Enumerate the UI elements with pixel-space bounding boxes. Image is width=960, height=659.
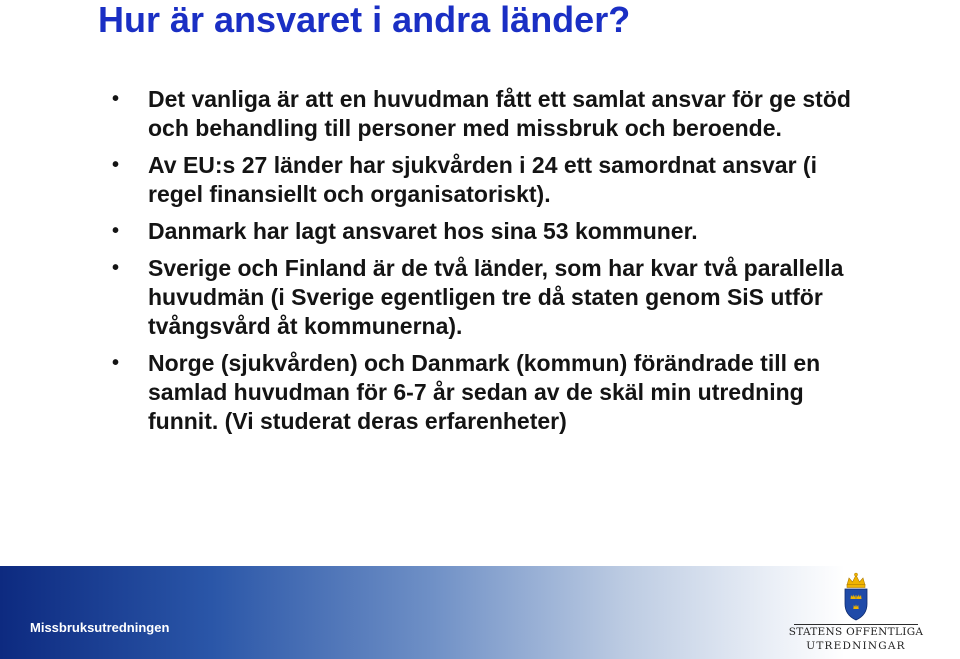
logo-text-line2: UTREDNINGAR xyxy=(806,640,906,652)
bullet-marker: • xyxy=(112,352,120,374)
bullet-marker: • xyxy=(112,220,120,242)
bullet-text: Norge (sjukvården) och Danmark (kommun) förändrade till en samlad huvudman för 6-7 år sedan av de skäl min utredning funnit. (Vi studerat deras erfarenheter) xyxy=(148,350,821,434)
logo-text-line1: STATENS OFFENTLIGA xyxy=(788,626,924,638)
bullet-marker: • xyxy=(112,88,120,110)
bullet-text: Det vanliga är att en huvudman fått ett samlat ansvar för ge stöd och behandling till personer med missbruk och beroende. xyxy=(148,86,851,141)
bullet-item xyxy=(110,254,870,341)
logo-divider xyxy=(794,624,918,625)
bullet-list xyxy=(110,85,870,444)
bullet-item xyxy=(110,217,870,246)
sou-logo xyxy=(788,572,924,656)
bullet-item xyxy=(110,151,870,209)
bullet-item xyxy=(110,85,870,143)
slide-title: Hur är ansvaret i andra länder? xyxy=(98,0,631,40)
footer-label: Missbruksutredningen xyxy=(30,620,170,635)
bullet-text: Av EU:s 27 länder har sjukvården i 24 ett samordnat ansvar (i regel finansiellt och organisatoriskt). xyxy=(148,152,817,207)
bullet-marker: • xyxy=(112,154,120,176)
bullet-marker: • xyxy=(112,257,120,279)
bullet-item xyxy=(110,349,870,436)
bullet-text: Sverige och Finland är de två länder, som har kvar två parallella huvudmän (i Sverige egentligen tre då staten genom SiS utför tvångsvård åt kommunerna). xyxy=(148,255,844,339)
bullet-text: Danmark har lagt ansvaret hos sina 53 kommuner. xyxy=(148,218,698,244)
crowned-shield-icon xyxy=(840,572,872,622)
